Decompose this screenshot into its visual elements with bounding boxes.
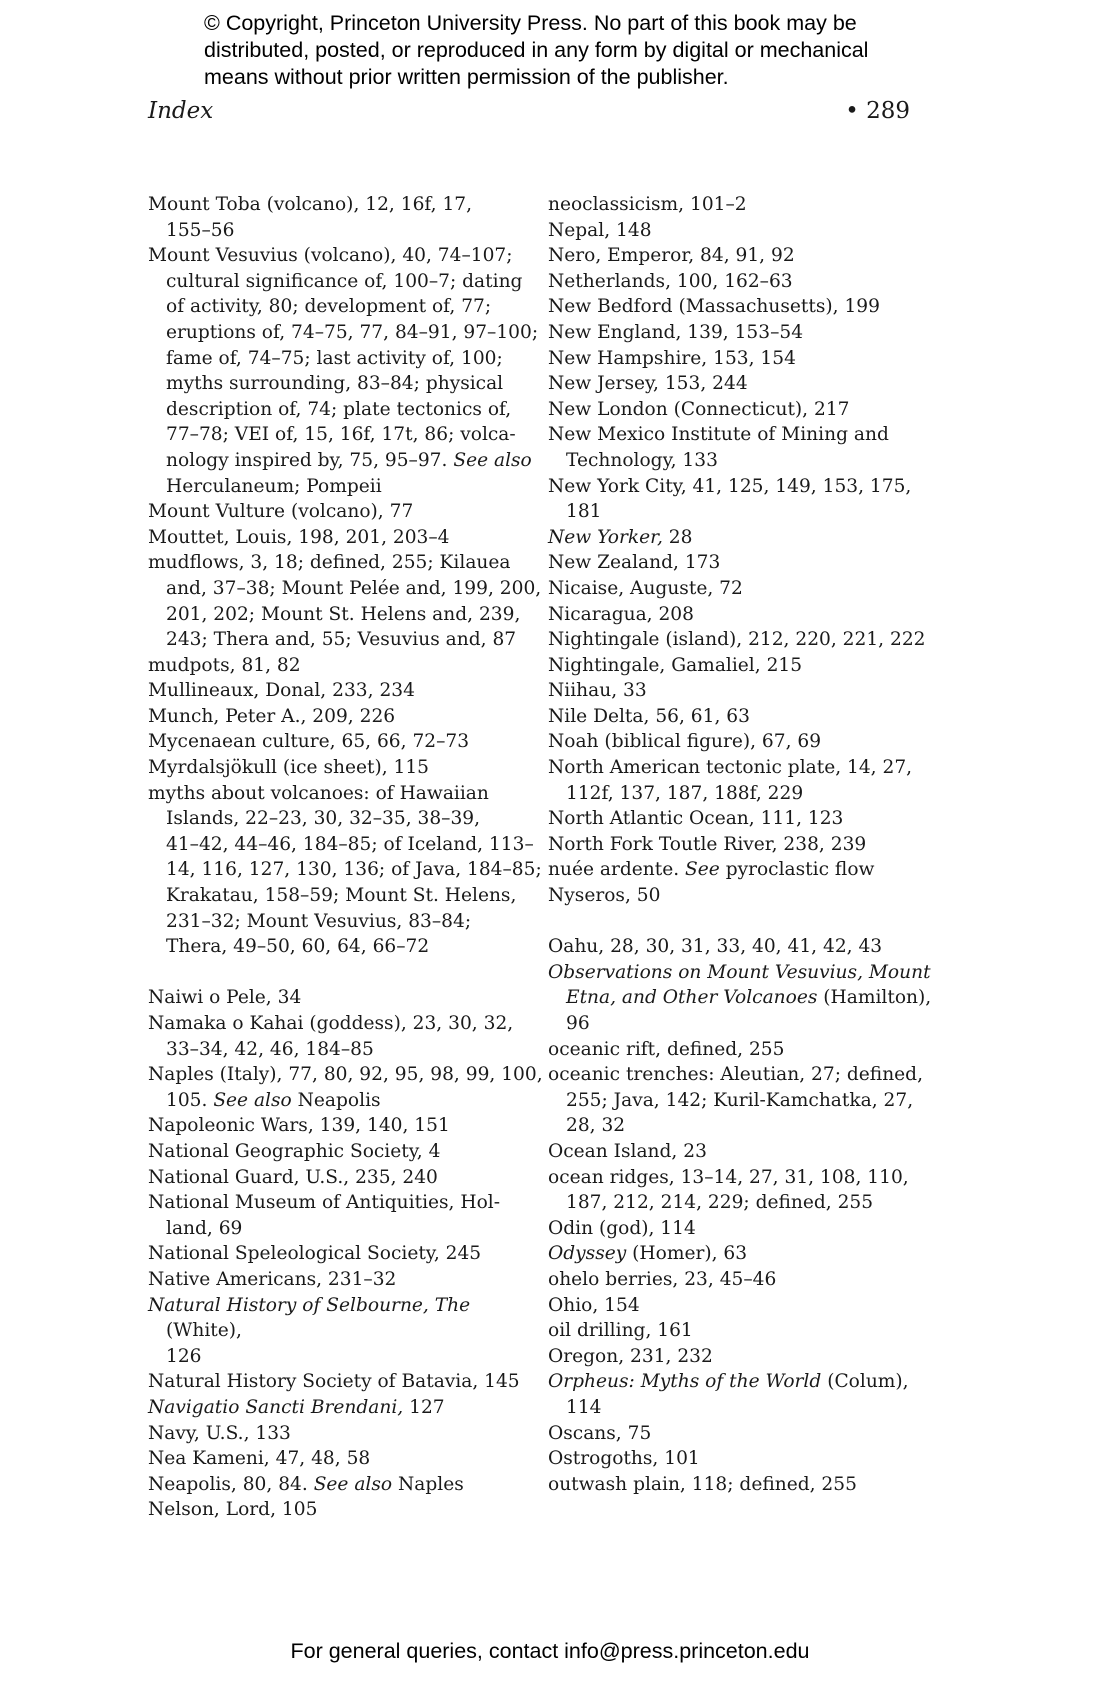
index-entry-line: Naiwi o Pele, 34 (148, 987, 302, 1009)
index-entry (548, 1037, 948, 1063)
index-entry-line: Herculaneum; Pompeii (166, 475, 382, 497)
index-entry-line: Mount Vulture (volcano), 77 (148, 501, 414, 523)
copyright-line: distributed, posted, or reproduced in any form by digital or mechanical (204, 38, 869, 62)
index-entry (148, 1011, 548, 1062)
index-entry-line: Oahu, 28, 30, 31, 33, 40, 41, 42, 43 (548, 936, 883, 958)
index-entry-line: cultural significance of, 100–7; dating (166, 270, 523, 292)
index-entry (548, 346, 948, 372)
index-entry-line: 28, 32 (566, 1115, 626, 1137)
index-entry-line: Technology, 133 (566, 449, 718, 471)
index-entry (148, 678, 548, 704)
index-entry-line: Ohio, 154 (548, 1294, 640, 1316)
index-entry-line: Oregon, 231, 232 (548, 1345, 713, 1367)
index-entry-line: 187, 212, 214, 229; defined, 255 (566, 1192, 874, 1214)
index-entry (148, 1421, 548, 1447)
index-entry (148, 1113, 548, 1139)
index-entry-line: neoclassicism, 101–2 (548, 194, 747, 215)
index-entry (148, 1165, 548, 1191)
index-entry-line: Observations on Mount Vesuvius, Mount (548, 961, 931, 983)
index-entry (148, 525, 548, 551)
index-entry (148, 1241, 548, 1267)
index-entry (548, 627, 948, 653)
index-entry (548, 1216, 948, 1242)
index-entry-line: Mullineaux, Donal, 233, 234 (148, 680, 415, 702)
index-entry (548, 1472, 948, 1498)
index-entry-line: 77–78; VEI of, 15, 16f, 17t, 86; volca- (166, 424, 516, 446)
index-entry (548, 1165, 948, 1216)
index-entry-line: Niihau, 33 (548, 680, 647, 702)
index-entry-line: Orpheus: Myths of the World (Colum), (548, 1371, 909, 1393)
index-entry (148, 499, 548, 525)
index-entry-line: nuée ardente. See pyroclastic flow (548, 859, 875, 881)
index-entry-line: Thera, 49–50, 60, 64, 66–72 (166, 936, 430, 958)
index-entry-line: and, 37–38; Mount Pelée and, 199, 200, (166, 577, 542, 599)
index-entry (548, 422, 948, 473)
letter-group-gap (548, 909, 948, 935)
index-entry-line: New Mexico Institute of Mining and (548, 424, 889, 446)
index-entry (548, 806, 948, 832)
index-entry (548, 1344, 948, 1370)
index-entry-line: National Museum of Antiquities, Hol- (148, 1192, 501, 1214)
index-entry (548, 1318, 948, 1344)
index-entry-line: New Hampshire, 153, 154 (548, 347, 796, 369)
index-entry-line: Natural History of Selbourne, The (White), (148, 1294, 471, 1342)
copyright-notice (204, 10, 964, 91)
index-entry (148, 729, 548, 755)
index-column-right (548, 192, 948, 1497)
index-entry (548, 678, 948, 704)
index-entry-line: myths surrounding, 83–84; physical (166, 373, 504, 395)
index-entry-line: myths about volcanoes: of Hawaiian (148, 782, 489, 804)
index-entry-line: Nicaise, Auguste, 72 (548, 577, 743, 599)
index-entry-line: 114 (566, 1396, 602, 1418)
index-entry (148, 1472, 548, 1498)
index-entry (148, 781, 548, 960)
index-entry-line: 231–32; Mount Vesuvius, 83–84; (166, 910, 472, 932)
index-entry (548, 934, 948, 960)
index-entry (148, 1293, 548, 1370)
index-entry-line: 243; Thera and, 55; Vesuvius and, 87 (166, 629, 517, 651)
index-entry (548, 269, 948, 295)
index-entry-line: Nero, Emperor, 84, 91, 92 (548, 245, 795, 267)
index-entry (148, 1139, 548, 1165)
index-entry-line: New Zealand, 173 (548, 552, 721, 574)
index-entry (148, 985, 548, 1011)
index-entry-line: Navy, U.S., 133 (148, 1422, 291, 1444)
index-entry (548, 1421, 948, 1447)
index-entry (548, 550, 948, 576)
index-entry-line: 201, 202; Mount St. Helens and, 239, (166, 603, 521, 625)
index-entry (548, 320, 948, 346)
index-entry-line: Nightingale (island), 212, 220, 221, 222 (548, 629, 926, 651)
index-entry (148, 704, 548, 730)
index-entry-line: 105. See also Neapolis (166, 1089, 381, 1111)
index-entry (148, 1497, 548, 1523)
index-entry-line: of activity, 80; development of, 77; (166, 296, 492, 318)
index-entry-line: nology inspired by, 75, 95–97. See also (166, 449, 532, 471)
index-entry (548, 704, 948, 730)
index-entry-line: Odyssey (Homer), 63 (548, 1243, 748, 1265)
index-entry-line: Nile Delta, 56, 61, 63 (548, 705, 750, 727)
index-entry-line: mudflows, 3, 18; defined, 255; Kilauea (148, 552, 511, 574)
index-entry-line: Navigatio Sancti Brendani, 127 (148, 1396, 445, 1418)
index-entry-line: ocean ridges, 13–14, 27, 31, 108, 110, (548, 1166, 909, 1188)
index-entry (548, 576, 948, 602)
index-entry-line: Mouttet, Louis, 198, 201, 203–4 (148, 526, 450, 548)
index-entry-line: National Geographic Society, 4 (148, 1140, 441, 1162)
index-entry-line: New Jersey, 153, 244 (548, 373, 748, 395)
index-entry-line: New Yorker, 28 (548, 526, 693, 548)
index-entry (148, 243, 548, 499)
index-entry-line: description of, 74; plate tectonics of, (166, 398, 512, 420)
index-entry-line: ohelo berries, 23, 45–46 (548, 1268, 777, 1290)
index-entry-line: Ocean Island, 23 (548, 1140, 707, 1162)
index-entry (548, 371, 948, 397)
index-entry-line: 181 (566, 501, 602, 523)
index-entry-line: New England, 139, 153–54 (548, 321, 804, 343)
page-number: • 289 (845, 98, 910, 124)
index-entry-line: North Atlantic Ocean, 111, 123 (548, 808, 844, 830)
index-entry-line: North American tectonic plate, 14, 27, (548, 757, 913, 779)
index-entry-line: Nightingale, Gamaliel, 215 (548, 654, 803, 676)
index-entry (148, 550, 548, 652)
index-entry (148, 653, 548, 679)
index-entry-line: 126 (166, 1345, 202, 1367)
index-entry (548, 294, 948, 320)
footer-contact: For general queries, contact info@press.princeton.edu (290, 1639, 810, 1663)
index-entry-line: Naples (Italy), 77, 80, 92, 95, 98, 99, 100, (148, 1064, 543, 1086)
index-entry (548, 397, 948, 423)
index-entry (548, 653, 948, 679)
index-entry-line: eruptions of, 74–75, 77, 84–91, 97–100; (166, 321, 539, 343)
index-entry (148, 1395, 548, 1421)
index-entry-line: Nicaragua, 208 (548, 603, 694, 625)
index-entry-line: Mount Toba (volcano), 12, 16f, 17, (148, 194, 473, 215)
index-entry-line: oceanic trenches: Aleutian, 27; defined, (548, 1064, 923, 1086)
index-entry-line: Islands, 22–23, 30, 32–35, 38–39, (166, 808, 481, 830)
index-entry-line: Nepal, 148 (548, 219, 652, 241)
index-entry-line: 96 (566, 1013, 590, 1034)
index-entry (548, 243, 948, 269)
index-entry-line: 112f, 137, 187, 188f, 229 (566, 782, 804, 804)
index-entry-line: Neapolis, 80, 84. See also Naples (148, 1473, 464, 1495)
index-entry (548, 1369, 948, 1420)
index-entry (548, 525, 948, 551)
index-entry-line: 155–56 (166, 219, 235, 241)
index-entry (148, 1267, 548, 1293)
index-entry (548, 857, 948, 883)
index-entry-line: Nyseros, 50 (548, 885, 661, 907)
index-entry-line: Mycenaean culture, 65, 66, 72–73 (148, 731, 470, 753)
index-entry-line: Myrdalsjökull (ice sheet), 115 (148, 757, 430, 779)
index-entry-line: Nelson, Lord, 105 (148, 1499, 318, 1521)
index-entry (148, 192, 548, 243)
index-entry-line: fame of, 74–75; last activity of, 100; (166, 347, 503, 369)
index-entry (548, 1241, 948, 1267)
index-entry-line: Napoleonic Wars, 139, 140, 151 (148, 1115, 450, 1137)
index-entry-line: mudpots, 81, 82 (148, 654, 301, 676)
index-entry-line: New York City, 41, 125, 149, 153, 175, (548, 475, 912, 497)
index-entry-line: 14, 116, 127, 130, 136; of Java, 184–85; (166, 859, 542, 881)
index-entry-line: 255; Java, 142; Kuril-Kamchatka, 27, (566, 1089, 914, 1111)
index-entry-line: 33–34, 42, 46, 184–85 (166, 1038, 374, 1060)
index-entry (548, 960, 948, 1037)
index-entry-line: Ostrogoths, 101 (548, 1448, 700, 1470)
index-entry-line: Etna, and Other Volcanoes (Hamilton), (566, 987, 932, 1009)
index-entry (548, 474, 948, 525)
copyright-line: © Copyright, Princeton University Press. No part of this book may be (204, 11, 857, 35)
index-entry (548, 602, 948, 628)
index-entry (548, 218, 948, 244)
index-entry (548, 755, 948, 806)
index-entry (548, 729, 948, 755)
index-entry-line: Mount Vesuvius (volcano), 40, 74–107; (148, 245, 513, 267)
index-entry-line: New Bedford (Massachusetts), 199 (548, 296, 880, 318)
index-entry (148, 1369, 548, 1395)
index-entry-line: Namaka o Kahai (goddess), 23, 30, 32, (148, 1013, 514, 1034)
index-entry (148, 1446, 548, 1472)
index-entry-line: Munch, Peter A., 209, 226 (148, 705, 396, 727)
index-entry (148, 755, 548, 781)
index-entry (548, 832, 948, 858)
index-entry (548, 192, 948, 218)
index-entry-line: land, 69 (166, 1217, 243, 1239)
index-entry-line: oil drilling, 161 (548, 1320, 693, 1342)
index-entry-line: Native Americans, 231–32 (148, 1268, 397, 1290)
index-entry-line: oceanic rift, defined, 255 (548, 1038, 785, 1060)
copyright-line: means without prior written permission of the publisher. (204, 65, 729, 89)
index-entry (548, 1267, 948, 1293)
index-entry (548, 1139, 948, 1165)
letter-group-gap (148, 960, 548, 986)
index-entry-line: Oscans, 75 (548, 1422, 652, 1444)
index-entry-line: Netherlands, 100, 162–63 (548, 270, 793, 292)
index-entry (548, 883, 948, 909)
index-entry-line: Noah (biblical figure), 67, 69 (548, 731, 822, 753)
index-entry (548, 1446, 948, 1472)
index-entry-line: Krakatau, 158–59; Mount St. Helens, (166, 885, 517, 907)
running-head-title: Index (148, 98, 214, 124)
index-entry (148, 1062, 548, 1113)
index-entry-line: New London (Connecticut), 217 (548, 398, 850, 420)
index-entry-line: Odin (god), 114 (548, 1217, 696, 1239)
index-entry-line: National Guard, U.S., 235, 240 (148, 1166, 438, 1188)
index-entry-line: 41–42, 44–46, 184–85; of Iceland, 113– (166, 833, 534, 855)
index-column-left (148, 192, 548, 1523)
index-entry (148, 1190, 548, 1241)
index-entry-line: Natural History Society of Batavia, 145 (148, 1371, 520, 1393)
index-entry-line: National Speleological Society, 245 (148, 1243, 482, 1265)
index-entry-line: outwash plain, 118; defined, 255 (548, 1473, 857, 1495)
index-entry-line: North Fork Toutle River, 238, 239 (548, 833, 867, 855)
index-entry (548, 1062, 948, 1139)
index-entry (548, 1293, 948, 1319)
index-entry-line: Nea Kameni, 47, 48, 58 (148, 1448, 371, 1470)
